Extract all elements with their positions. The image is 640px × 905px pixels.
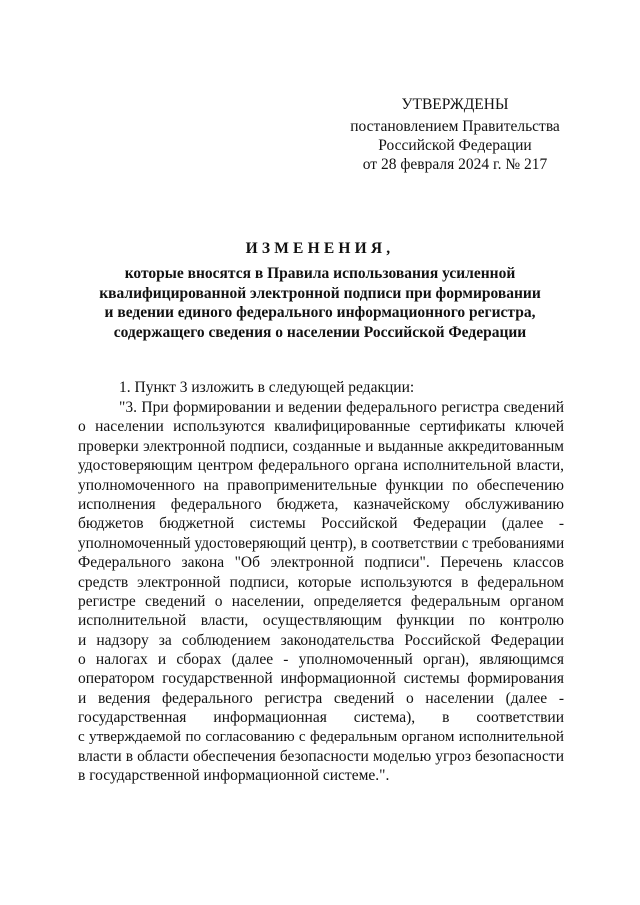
approval-line: постановлением Правительства [350,118,560,135]
body-line: бюджетов бюджетной системы Российской Федерации (далее - [78,515,564,533]
body-line: и ведения федерального регистра сведений о населении (далее - [78,689,564,707]
body-line: государственная информационная система), в соответствии [78,709,564,727]
subtitle-line: квалифицированной электронной подписи при формировании [99,284,541,302]
document-subtitle [80,264,560,342]
body-line: исполнения федерального бюджета, казначейскому обслуживанию [78,495,564,513]
body-line: средств электронной подписи, которые используются в федеральном [78,573,564,591]
item-heading: 1. Пункт 3 изложить в следующей редакции: [119,379,415,396]
subtitle-line: содержащего сведения о населении Российской Федерации [113,323,527,341]
body-line: в государственной информационной системе.". [78,767,390,785]
body-line: Федерального закона "Об электронной подписи". Перечень классов [78,554,564,572]
body-line: и надзору за соблюдением законодательства Российской Федерации [78,631,564,649]
body-line: о налогах и сборах (далее - уполномоченный орган), являющимся [78,651,564,669]
body-line: "3. При формировании и ведении федерального регистра сведений [119,399,564,416]
approval-line: Российской Федерации [378,137,532,154]
body-line: регистре сведений о населении, определяется федеральным органом [78,592,564,610]
body-line: оператором государственной информационной системы формирования [78,670,564,688]
document-title: ИЗМЕНЕНИЯ, [245,240,395,257]
subtitle-line: которые вносятся в Правила использования усиленной [124,265,516,282]
approval-date: от 28 февраля 2024 г. № 217 [362,156,548,173]
body-line: удостоверяющим центром федерального органа исполнительной власти, [78,457,564,475]
body-line: с утверждаемой по согласованию с федеральным органом исполнительной [78,728,564,745]
body-line: власти в области обеспечения безопасности моделью угроз безопасности [78,748,564,766]
body-line: о населении используются квалифицированные сертификаты ключей [78,418,564,436]
body-line: уполномоченного на правоприменительные функции по обеспечению [78,476,564,494]
subtitle-line: и ведении единого федерального информационного регистра, [104,304,536,321]
body-line: проверки электронной подписи, созданные и выданные аккредитованным [78,437,564,455]
approval-title: УТВЕРЖДЕНЫ [401,96,509,113]
body-line: уполномоченный удостоверяющий центр), в соответствии с требованиями [78,534,565,552]
document-body [78,378,564,786]
body-line: исполнительной власти, осуществляющим функции по контролю [78,612,564,630]
